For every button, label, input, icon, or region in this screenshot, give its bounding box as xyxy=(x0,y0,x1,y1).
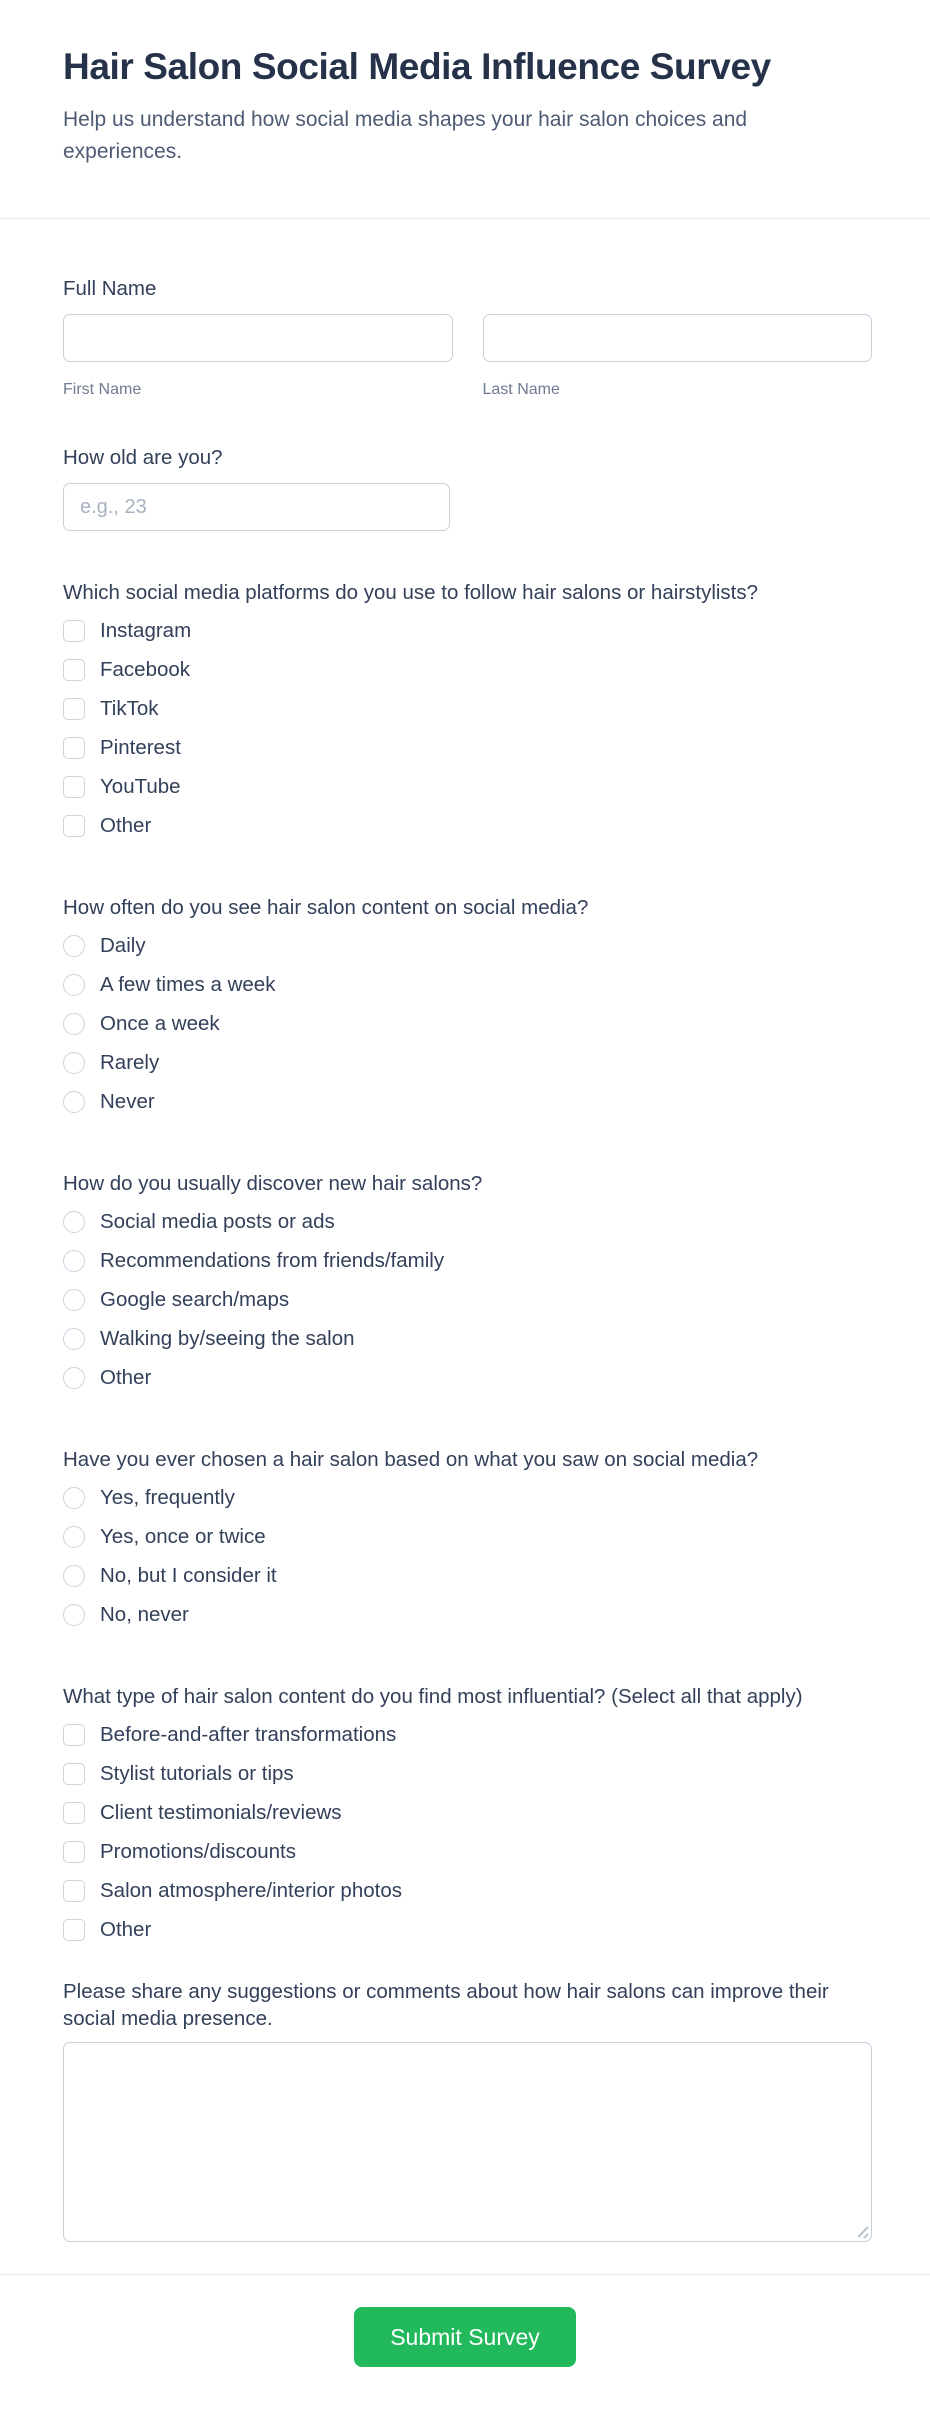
option-row-atmosphere[interactable] xyxy=(63,1878,872,1903)
option-label: Once a week xyxy=(100,1012,220,1035)
option-label: YouTube xyxy=(100,775,181,798)
option-label: Salon atmosphere/interior photos xyxy=(100,1879,402,1902)
option-row-pinterest[interactable] xyxy=(63,735,872,760)
comments-field xyxy=(63,1978,872,2242)
age-input[interactable] xyxy=(63,483,450,531)
submit-row xyxy=(0,2275,930,2417)
option-row-no-never[interactable] xyxy=(63,1602,872,1627)
option-label: Google search/maps xyxy=(100,1288,290,1311)
question-platforms xyxy=(63,579,872,838)
submit-survey-button[interactable]: Submit Survey xyxy=(354,2307,576,2367)
option-label: A few times a week xyxy=(100,973,276,996)
option-row-youtube[interactable] xyxy=(63,774,872,799)
question-content-label: What type of hair salon content do you find most influential? (Select all that apply) xyxy=(63,1685,803,1708)
checkbox-tiktok[interactable] xyxy=(63,698,85,720)
checkbox-pinterest[interactable] xyxy=(63,737,85,759)
question-content xyxy=(63,1683,872,1942)
checkbox-platforms-other[interactable] xyxy=(63,815,85,837)
survey-header xyxy=(0,0,930,219)
option-label: Rarely xyxy=(100,1051,160,1074)
option-row-content-other[interactable] xyxy=(63,1917,872,1942)
comments-textarea[interactable] xyxy=(63,2042,872,2242)
first-name-input[interactable] xyxy=(63,314,453,362)
checkbox-instagram[interactable] xyxy=(63,620,85,642)
option-label: Other xyxy=(100,1366,152,1389)
radio-no-never[interactable] xyxy=(63,1604,85,1626)
last-name-sublabel: Last Name xyxy=(482,381,560,398)
question-chosen-label: Have you ever chosen a hair salon based on what you saw on social media? xyxy=(63,1448,759,1471)
radio-social-posts[interactable] xyxy=(63,1211,85,1233)
option-label: Yes, frequently xyxy=(100,1486,235,1509)
radio-once-week[interactable] xyxy=(63,1013,85,1035)
checkbox-before-after[interactable] xyxy=(63,1724,85,1746)
radio-google-search[interactable] xyxy=(63,1289,85,1311)
page-title: Hair Salon Social Media Influence Survey xyxy=(63,46,771,87)
radio-discover-other[interactable] xyxy=(63,1367,85,1389)
comments-label: Please share any suggestions or comments about how hair salons can improve their social media presence. xyxy=(63,1980,829,2030)
option-row-social-posts[interactable] xyxy=(63,1209,872,1234)
checkbox-testimonials[interactable] xyxy=(63,1802,85,1824)
question-chosen xyxy=(63,1446,872,1627)
option-row-no-consider[interactable] xyxy=(63,1563,872,1588)
option-label: Before-and-after transformations xyxy=(100,1723,397,1746)
option-label: No, but I consider it xyxy=(100,1564,277,1587)
option-row-testimonials[interactable] xyxy=(63,1800,872,1825)
option-row-promotions[interactable] xyxy=(63,1839,872,1864)
name-row xyxy=(63,314,872,400)
checkbox-content-other[interactable] xyxy=(63,1919,85,1941)
last-name-group xyxy=(483,314,873,400)
age-field xyxy=(63,444,872,531)
option-row-tiktok[interactable] xyxy=(63,696,872,721)
option-row-once-week[interactable] xyxy=(63,1011,872,1036)
age-label: How old are you? xyxy=(63,446,223,469)
checkbox-tutorials[interactable] xyxy=(63,1763,85,1785)
full-name-label: Full Name xyxy=(63,277,157,300)
option-label: Pinterest xyxy=(100,736,181,759)
option-label: Stylist tutorials or tips xyxy=(100,1762,294,1785)
radio-yes-once-twice[interactable] xyxy=(63,1526,85,1548)
option-label: Facebook xyxy=(100,658,191,681)
resize-handle-icon[interactable] xyxy=(853,2223,868,2238)
radio-daily[interactable] xyxy=(63,935,85,957)
option-label: Client testimonials/reviews xyxy=(100,1801,342,1824)
checkbox-atmosphere[interactable] xyxy=(63,1880,85,1902)
question-frequency xyxy=(63,894,872,1114)
option-row-daily[interactable] xyxy=(63,933,872,958)
option-label: Never xyxy=(100,1090,155,1113)
radio-few-times-week[interactable] xyxy=(63,974,85,996)
question-platforms-label: Which social media platforms do you use to follow hair salons or hairstylists? xyxy=(63,581,759,604)
option-row-few-times-week[interactable] xyxy=(63,972,872,997)
option-label: TikTok xyxy=(100,697,159,720)
radio-no-consider[interactable] xyxy=(63,1565,85,1587)
option-label: Other xyxy=(100,1918,152,1941)
radio-rarely[interactable] xyxy=(63,1052,85,1074)
option-label: Other xyxy=(100,814,152,837)
option-label: Walking by/seeing the salon xyxy=(100,1327,355,1350)
option-row-facebook[interactable] xyxy=(63,657,872,682)
checkbox-facebook[interactable] xyxy=(63,659,85,681)
radio-walking-by[interactable] xyxy=(63,1328,85,1350)
option-label: Social media posts or ads xyxy=(100,1210,335,1233)
last-name-input[interactable] xyxy=(483,314,873,362)
option-row-platforms-other[interactable] xyxy=(63,813,872,838)
first-name-sublabel: First Name xyxy=(63,381,142,398)
first-name-group xyxy=(63,314,453,400)
radio-yes-frequently[interactable] xyxy=(63,1487,85,1509)
page-subtitle: Help us understand how social media shapes your hair salon choices and experiences. xyxy=(63,108,748,163)
option-label: Instagram xyxy=(100,619,192,642)
option-label: Promotions/discounts xyxy=(100,1840,296,1863)
checkbox-youtube[interactable] xyxy=(63,776,85,798)
option-row-discover-other[interactable] xyxy=(63,1365,872,1390)
radio-recommendations[interactable] xyxy=(63,1250,85,1272)
radio-never[interactable] xyxy=(63,1091,85,1113)
option-row-rarely[interactable] xyxy=(63,1050,872,1075)
comments-textarea-wrap xyxy=(63,2042,872,2242)
question-frequency-label: How often do you see hair salon content on social media? xyxy=(63,896,589,919)
option-label: Recommendations from friends/family xyxy=(100,1249,445,1272)
option-row-yes-once-twice[interactable] xyxy=(63,1524,872,1549)
checkbox-promotions[interactable] xyxy=(63,1841,85,1863)
option-row-yes-frequently[interactable] xyxy=(63,1485,872,1510)
option-row-recommendations[interactable] xyxy=(63,1248,872,1273)
full-name-field xyxy=(63,275,872,400)
option-row-google-search[interactable] xyxy=(63,1287,872,1312)
option-label: No, never xyxy=(100,1603,189,1626)
option-label: Yes, once or twice xyxy=(100,1525,266,1548)
option-row-instagram[interactable] xyxy=(63,618,872,643)
option-row-never[interactable] xyxy=(63,1089,872,1114)
option-row-tutorials[interactable] xyxy=(63,1761,872,1786)
question-discover xyxy=(63,1170,872,1390)
option-row-walking-by[interactable] xyxy=(63,1326,872,1351)
question-discover-label: How do you usually discover new hair salons? xyxy=(63,1172,483,1195)
option-label: Daily xyxy=(100,934,146,957)
option-row-before-after[interactable] xyxy=(63,1722,872,1747)
